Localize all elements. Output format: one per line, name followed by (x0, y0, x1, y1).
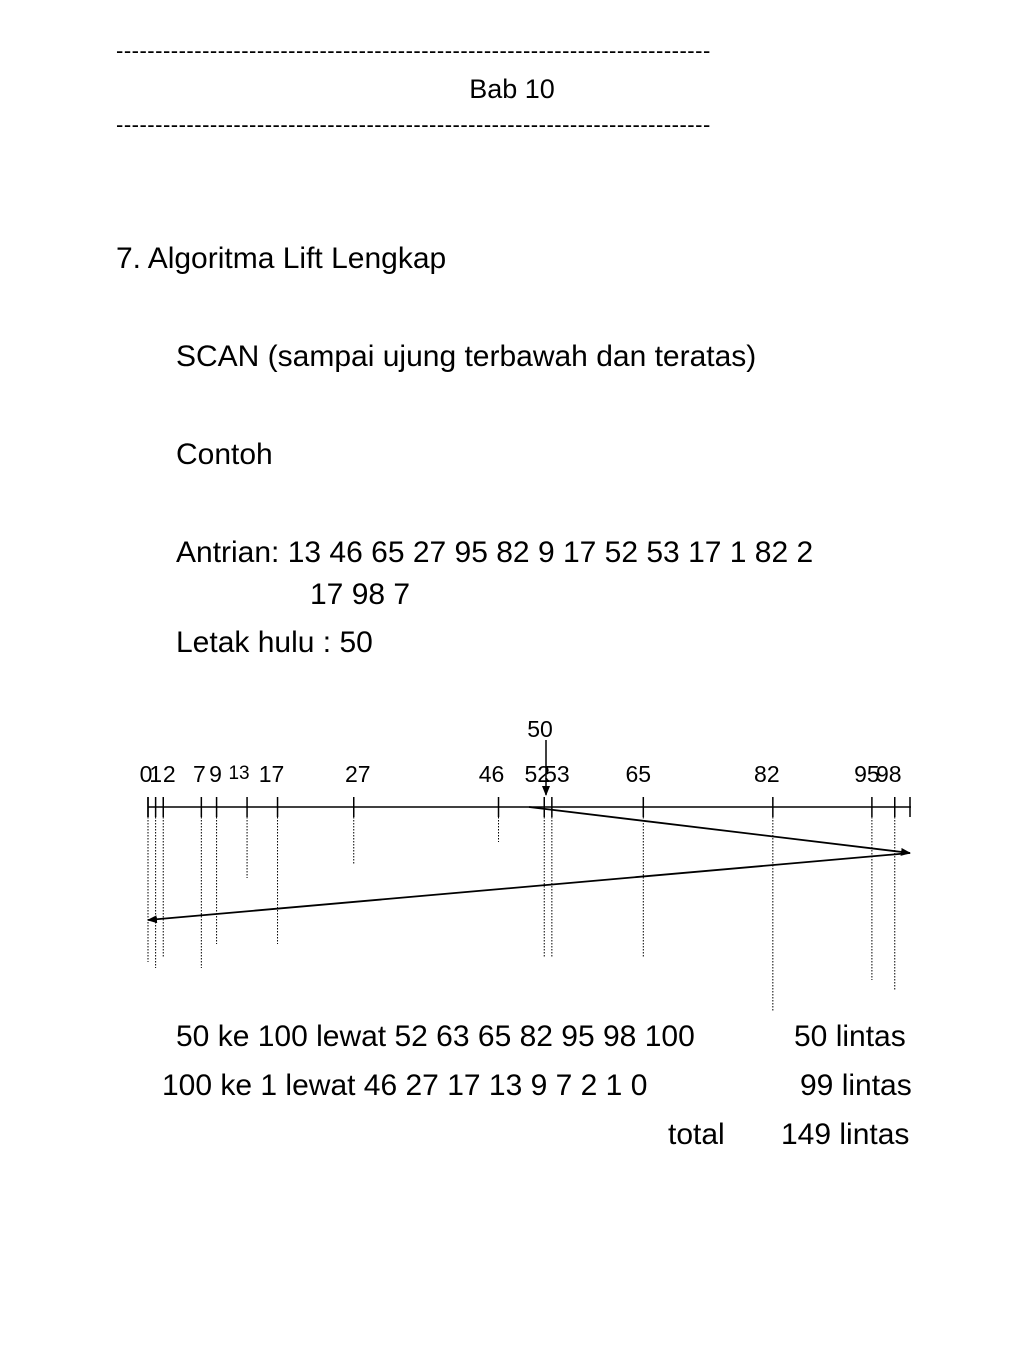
sweep-up-arrow (529, 807, 910, 853)
scan-diagram (0, 700, 1024, 1020)
section-title: 7. Algoritma Lift Lengkap (116, 242, 447, 275)
tick-label-27: 27 (344, 761, 371, 787)
tick-label-98: 98 (875, 761, 902, 787)
tick-label-2: 2 (162, 761, 176, 787)
calc-row-2-desc: 100 ke 1 lewat 46 27 17 13 9 7 2 1 0 (162, 1069, 648, 1102)
calc-row-2-result: 99 lintas (800, 1069, 912, 1102)
calc-total-label: total (668, 1118, 725, 1151)
tick-label-65: 65 (625, 761, 652, 787)
tick-label-82: 82 (754, 761, 780, 787)
queue-line-1: Antrian: 13 46 65 27 95 82 9 17 52 53 17 1 82 2 (176, 536, 814, 569)
header-rule-bottom: ---------------------------------------------------------------------------- (116, 112, 711, 137)
calc-row-1-result: 50 lintas (794, 1020, 906, 1053)
labels-layer (140, 761, 902, 787)
calc-row-1-desc: 50 ke 100 lewat 52 63 65 82 95 98 100 (176, 1020, 695, 1053)
tick-label-95: 95 (854, 761, 880, 787)
tick-label-52: 52 (524, 761, 551, 787)
header-rule-top: ---------------------------------------------------------------------------- (116, 38, 711, 63)
section-subtitle: SCAN (sampai ujung terbawah dan teratas) (176, 340, 757, 373)
tick-label-9: 9 (209, 761, 222, 787)
sweep-down-arrow (148, 853, 910, 920)
tick-label-0: 0 (139, 761, 153, 787)
head-start-label: 50 (527, 716, 553, 742)
chapter-title: Bab 10 (469, 74, 555, 104)
queue-line-2: 17 98 7 (310, 578, 411, 611)
tick-label-7: 7 (192, 761, 206, 787)
example-label: Contoh (176, 438, 273, 471)
calc-total-value: 149 lintas (781, 1118, 910, 1151)
ticks-layer (148, 797, 910, 1012)
head-position: Letak hulu : 50 (176, 626, 373, 659)
tick-label-13: 13 (228, 763, 250, 784)
tick-label-17: 17 (258, 761, 285, 787)
tick-label-53: 53 (544, 761, 570, 787)
tick-label-46: 46 (478, 761, 505, 787)
tick-label-1: 1 (149, 761, 163, 787)
